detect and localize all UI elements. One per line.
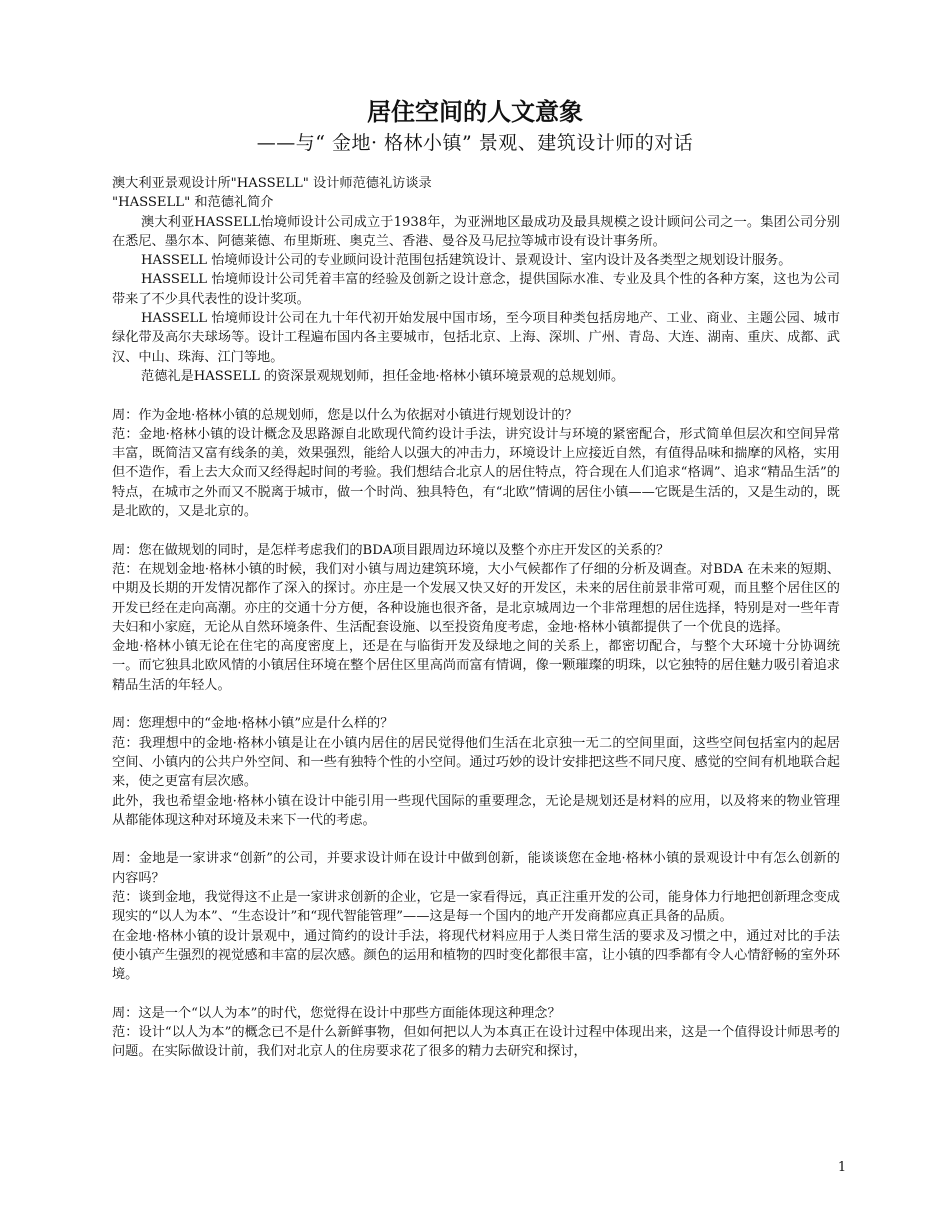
paragraph-gap — [112, 984, 840, 1003]
answer: 范：谈到金地，我觉得这不止是一家讲求创新的企业，它是一家看得远，真正注重开发的公司，能身体力行地把创新理念变成现实的“以人为本”、“生态设计”和“现代智能管理”——这是每一个国内的地产开发商都应真正具备的品质。 — [112, 889, 840, 925]
document-body — [112, 174, 840, 1062]
intro-paragraph: HASSELL 怡境师设计公司凭着丰富的经验及创新之设计意念，提供国际水准、专业及具个性的各种方案，这也为公司带来了不少具代表性的设计奖项。 — [112, 272, 840, 307]
intro-heading: 澳大利亚景观设计所"HASSELL" 设计师范德礼访谈录 — [112, 176, 432, 191]
answer: 范：我理想中的金地·格林小镇是让在小镇内居住的居民觉得他们生活在北京独一无二的空间里面，这些空间包括室内的起居空间、小镇内的公共户外空间、和一些有独特个性的小空间。通过巧妙的设计安排把这些不同尺度、感觉的空间有机地联合起来，使之更富有层次感。 — [112, 735, 840, 790]
answer: 范：在规划金地·格林小镇的时候，我们对小镇与周边建筑环境，大小气候都作了仔细的分析及调查。对BDA 在未来的短期、中期及长期的开发情况都作了深入的探讨。亦庄是一个发展又快又好的开发区，未来的居住前景非常可观，而且整个居住区的开发已经在走向高潮。亦庄的交通十分方便，各种设施也很齐备，是北京城周边一个非常理想的居住选择，特别是对一些年青夫妇和小家庭，无论从自然环境条件、生活配套设施、以至投资角度考虑，金地·格林小镇都提供了一个优良的选择。 — [112, 561, 840, 635]
intro-paragraph: HASSELL 怡境师设计公司在九十年代初开始发展中国市场，至今项目种类包括房地产、工业、商业、主题公园、城市绿化带及高尔夫球场等。设计工程遍布国内各主要城市，包括北京、上海、深圳、广州、青岛、大连、湖南、重庆、成都、武汉、中山、珠海、江门等地。 — [112, 311, 840, 365]
answer: 在金地·格林小镇的设计景观中，通过简约的设计手法，将现代材料应用于人类日常生活的要求及习惯之中，通过对比的手法使小镇产生强烈的视觉感和丰富的层次感。颜色的运用和植物的四时变化都很丰富，让小镇的四季都有令人心情舒畅的室外环境。 — [112, 928, 840, 983]
question: 周：您在做规划的同时，是怎样考虑我们的BDA项目跟周边环境以及整个亦庄开发区的关系的？ — [112, 542, 670, 558]
document-subtitle: ——与“ 金地· 格林小镇” 景观、建筑设计师的对话 — [256, 132, 694, 154]
page-number: 1 — [837, 1160, 847, 1175]
answer: 范：金地·格林小镇的设计概念及思路源自北欧现代简约设计手法，讲究设计与环境的紧密配合，形式简单但层次和空间异常丰富，既简洁又富有线条的美，效果强烈，能给人以强大的冲击力，环境设计上应接近自然，有值得品味和揣摩的风格，实用但不造作，看上去大众而又经得起时间的考验。我们想结合北京人的居住特点，符合现在人们追求“格调”、追求“精品生活”的特点，在城市之外而又不脱离于城市，做一个时尚、独具特色，有“北欧”情调的居住小镇——它既是生活的，又是生动的，既是北欧的，又是北京的。 — [112, 426, 840, 520]
question: 周：金地是一家讲求“创新”的公司，并要求设计师在设计中做到创新，能谈谈您在金地·格林小镇的景观设计中有怎么创新的内容吗？ — [112, 851, 840, 886]
paragraph-gap — [112, 695, 840, 714]
intro-subheading: "HASSELL" 和范德礼简介 — [112, 195, 274, 211]
question: 周：作为金地·格林小镇的总规划师，您是以什么为依据对小镇进行规划设计的？ — [112, 407, 578, 423]
intro-paragraph: 澳大利亚HASSELL怡境师设计公司成立于1938年，为亚洲地区最成功及最具规模之设计顾问公司之一。集团公司分别在悉尼、墨尔本、阿德莱德、布里斯班、奥克兰、香港、曼谷及马尼拉等城市设有设计事务所。 — [112, 214, 840, 249]
paragraph-gap — [112, 521, 840, 540]
paragraph-gap — [112, 386, 840, 405]
answer: 金地·格林小镇无论在住宅的高度密度上，还是在与临街开发及绿地之间的关系上，都密切配合，与整个大环境十分协调统一。而它独具北欧风情的小镇居住环境在整个居住区里高尚而富有情调，像一颗璀璨的明珠，以它独特的居住魅力吸引着追求精品生活的年轻人。 — [112, 639, 840, 693]
document-title: 居住空间的人文意象 — [367, 97, 583, 126]
answer: 范：设计“以人为本”的概念已不是什么新鲜事物，但如何把以人为本真正在设计过程中体现出来，这是一个值得设计师思考的问题。在实际做设计前，我们对北京人的住房要求花了很多的精力去研究和探讨， — [112, 1025, 840, 1060]
question: 周：这是一个“以人为本”的时代，您觉得在设计中那些方面能体现这种理念？ — [112, 1005, 561, 1021]
answer: 此外，我也希望金地·格林小镇在设计中能引用一些现代国际的重要理念，无论是规划还是材料的应用，以及将来的物业管理从都能体现这种对环境及未来下一代的考虑。 — [112, 793, 840, 828]
paragraph-gap — [112, 830, 840, 849]
intro-paragraph: 范德礼是HASSELL 的资深景观规划师，担任金地·格林小镇环境景观的总规划师。 — [141, 368, 625, 384]
intro-paragraph: HASSELL 怡境师设计公司的专业顾问设计范围包括建筑设计、景观设计、室内设计及各类型之规划设计服务。 — [141, 253, 792, 269]
question: 周：您理想中的“金地·格林小镇”应是什么样的？ — [112, 716, 394, 732]
